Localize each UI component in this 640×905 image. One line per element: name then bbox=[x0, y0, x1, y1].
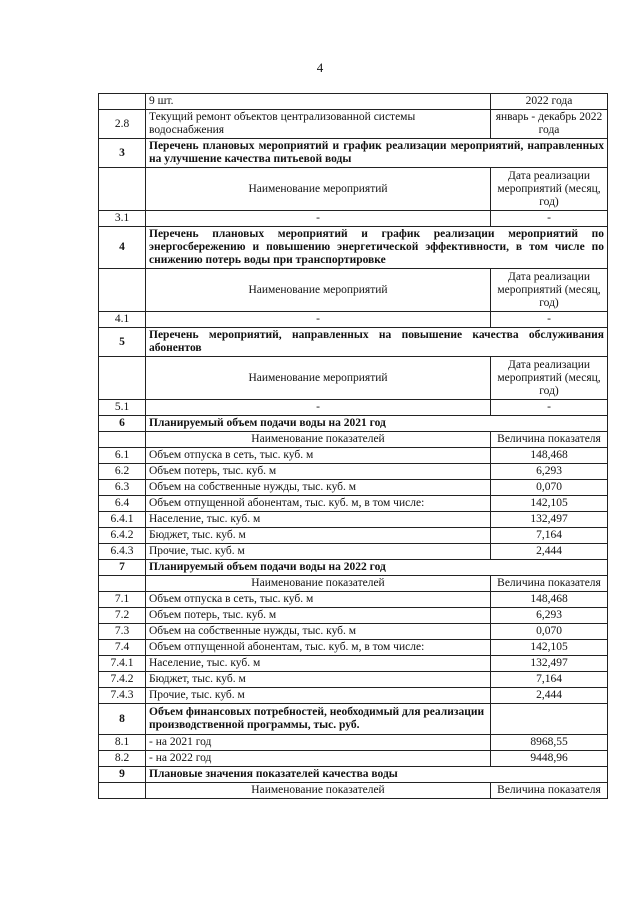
column-header-name: Наименование показателей bbox=[146, 783, 491, 799]
table-row bbox=[99, 735, 608, 751]
row-value: 142,105 bbox=[491, 640, 608, 656]
section-number: 6 bbox=[99, 416, 146, 432]
column-header-row bbox=[99, 357, 608, 400]
row-name: Бюджет, тыс. куб. м bbox=[146, 672, 491, 688]
row-number: 6.2 bbox=[99, 464, 146, 480]
row-number: 3.1 bbox=[99, 211, 146, 227]
section-title: Планируемый объем подачи воды на 2022 год bbox=[146, 560, 608, 576]
row-name: - bbox=[146, 400, 491, 416]
row-number: 7.4 bbox=[99, 640, 146, 656]
row-number: 7.3 bbox=[99, 624, 146, 640]
page-number: 4 bbox=[316, 60, 324, 75]
row-value: - bbox=[491, 400, 608, 416]
table-row bbox=[99, 464, 608, 480]
table-row bbox=[99, 656, 608, 672]
row-value: 142,105 bbox=[491, 496, 608, 512]
row-number: 6.4.1 bbox=[99, 512, 146, 528]
section-title: Плановые значения показателей качества воды bbox=[146, 767, 608, 783]
column-header-row bbox=[99, 168, 608, 211]
table-row bbox=[99, 400, 608, 416]
row-number: 7.4.2 bbox=[99, 672, 146, 688]
row-name: Объем на собственные нужды, тыс. куб. м bbox=[146, 480, 491, 496]
table-row bbox=[99, 211, 608, 227]
column-header-value: Величина показателя bbox=[491, 783, 608, 799]
row-number: 6.4.2 bbox=[99, 528, 146, 544]
row-value: 6,293 bbox=[491, 608, 608, 624]
row-value: 148,468 bbox=[491, 592, 608, 608]
row-value: - bbox=[491, 211, 608, 227]
row-value: 7,164 bbox=[491, 672, 608, 688]
row-name: - bbox=[146, 312, 491, 328]
section-title: Перечень плановых мероприятий и график реализации мероприятий по энергосбережению и повышению энергетической эффективности, в том числе по снижению потерь воды при транспортировке bbox=[146, 227, 608, 269]
row-value: 132,497 bbox=[491, 512, 608, 528]
table-row bbox=[99, 688, 608, 704]
column-header-row bbox=[99, 432, 608, 448]
row-number: 7.4.1 bbox=[99, 656, 146, 672]
column-header-value: Величина показателя bbox=[491, 576, 608, 592]
table-row bbox=[99, 751, 608, 767]
section-row bbox=[99, 416, 608, 432]
row-name: Объем отпущенной абонентам, тыс. куб. м, в том числе: bbox=[146, 640, 491, 656]
row-value: 132,497 bbox=[491, 656, 608, 672]
row-number: 4.1 bbox=[99, 312, 146, 328]
table-row bbox=[99, 312, 608, 328]
section-number: 7 bbox=[99, 560, 146, 576]
row-name: Прочие, тыс. куб. м bbox=[146, 688, 491, 704]
section-row bbox=[99, 227, 608, 269]
section-number: 5 bbox=[99, 328, 146, 357]
section-number: 9 bbox=[99, 767, 146, 783]
column-header-name: Наименование мероприятий bbox=[146, 269, 491, 312]
row-name: Объем отпуска в сеть, тыс. куб. м bbox=[146, 448, 491, 464]
section-title: Перечень плановых мероприятий и график реализации мероприятий, направленных на улучшение качества питьевой воды bbox=[146, 139, 608, 168]
row-number: 7.2 bbox=[99, 608, 146, 624]
column-header-row bbox=[99, 576, 608, 592]
column-header-row bbox=[99, 783, 608, 799]
table-row bbox=[99, 110, 608, 139]
row-value: 6,293 bbox=[491, 464, 608, 480]
row-number: 6.1 bbox=[99, 448, 146, 464]
row-name: Объем потерь, тыс. куб. м bbox=[146, 464, 491, 480]
column-header-value: Дата реализации мероприятий (месяц, год) bbox=[491, 357, 608, 400]
table-row bbox=[99, 640, 608, 656]
row-number bbox=[99, 94, 146, 110]
table-row bbox=[99, 480, 608, 496]
section-title: Планируемый объем подачи воды на 2021 год bbox=[146, 416, 608, 432]
column-header-name: Наименование показателей bbox=[146, 576, 491, 592]
table-row bbox=[99, 448, 608, 464]
section-number: 4 bbox=[99, 227, 146, 269]
row-name: - на 2021 год bbox=[146, 735, 491, 751]
column-header-value: Дата реализации мероприятий (месяц, год) bbox=[491, 168, 608, 211]
row-number: 6.4.3 bbox=[99, 544, 146, 560]
row-value: 0,070 bbox=[491, 624, 608, 640]
table-row bbox=[99, 544, 608, 560]
section-number: 3 bbox=[99, 139, 146, 168]
row-name: 9 шт. bbox=[146, 94, 491, 110]
row-name: Объем на собственные нужды, тыс. куб. м bbox=[146, 624, 491, 640]
column-header-value: Величина показателя bbox=[491, 432, 608, 448]
row-number: 7.1 bbox=[99, 592, 146, 608]
section-row bbox=[99, 328, 608, 357]
row-value: январь - декабрь 2022 года bbox=[491, 110, 608, 139]
row-name: Объем потерь, тыс. куб. м bbox=[146, 608, 491, 624]
row-value: 2,444 bbox=[491, 688, 608, 704]
row-name: Население, тыс. куб. м bbox=[146, 656, 491, 672]
table-row bbox=[99, 496, 608, 512]
section-row bbox=[99, 560, 608, 576]
section-row bbox=[99, 704, 608, 735]
table-row bbox=[99, 512, 608, 528]
table-row bbox=[99, 592, 608, 608]
column-header-value: Дата реализации мероприятий (месяц, год) bbox=[491, 269, 608, 312]
row-number: 6.3 bbox=[99, 480, 146, 496]
row-name: Объем отпуска в сеть, тыс. куб. м bbox=[146, 592, 491, 608]
section-title: Перечень мероприятий, направленных на повышение качества обслуживания абонентов bbox=[146, 328, 608, 357]
row-value: 2,444 bbox=[491, 544, 608, 560]
row-name: Объем отпущенной абонентам, тыс. куб. м, в том числе: bbox=[146, 496, 491, 512]
table-row bbox=[99, 528, 608, 544]
row-name: Население, тыс. куб. м bbox=[146, 512, 491, 528]
table-row bbox=[99, 624, 608, 640]
row-number: 6.4 bbox=[99, 496, 146, 512]
row-value: 148,468 bbox=[491, 448, 608, 464]
section-row bbox=[99, 139, 608, 168]
row-value: - bbox=[491, 312, 608, 328]
table-row bbox=[99, 94, 608, 110]
row-value: 0,070 bbox=[491, 480, 608, 496]
row-value: 7,164 bbox=[491, 528, 608, 544]
section-row bbox=[99, 767, 608, 783]
column-header-name: Наименование мероприятий bbox=[146, 357, 491, 400]
table-row bbox=[99, 672, 608, 688]
row-name: - на 2022 год bbox=[146, 751, 491, 767]
production-program-table bbox=[98, 93, 607, 799]
section-title: Объем финансовых потребностей, необходимый для реализации производственной программы, тыс. руб. bbox=[146, 704, 491, 735]
row-name: Текущий ремонт объектов централизованной системы водоснабжения bbox=[146, 110, 491, 139]
row-number: 2.8 bbox=[99, 110, 146, 139]
table-row bbox=[99, 608, 608, 624]
row-number: 7.4.3 bbox=[99, 688, 146, 704]
row-name: Бюджет, тыс. куб. м bbox=[146, 528, 491, 544]
row-name: Прочие, тыс. куб. м bbox=[146, 544, 491, 560]
row-number: 5.1 bbox=[99, 400, 146, 416]
column-header-name: Наименование мероприятий bbox=[146, 168, 491, 211]
column-header-row bbox=[99, 269, 608, 312]
row-name: - bbox=[146, 211, 491, 227]
column-header-name: Наименование показателей bbox=[146, 432, 491, 448]
row-number: 8.1 bbox=[99, 735, 146, 751]
row-number: 8.2 bbox=[99, 751, 146, 767]
row-value: 9448,96 bbox=[491, 751, 608, 767]
row-value: 8968,55 bbox=[491, 735, 608, 751]
row-value: 2022 года bbox=[491, 94, 608, 110]
section-number: 8 bbox=[99, 704, 146, 735]
